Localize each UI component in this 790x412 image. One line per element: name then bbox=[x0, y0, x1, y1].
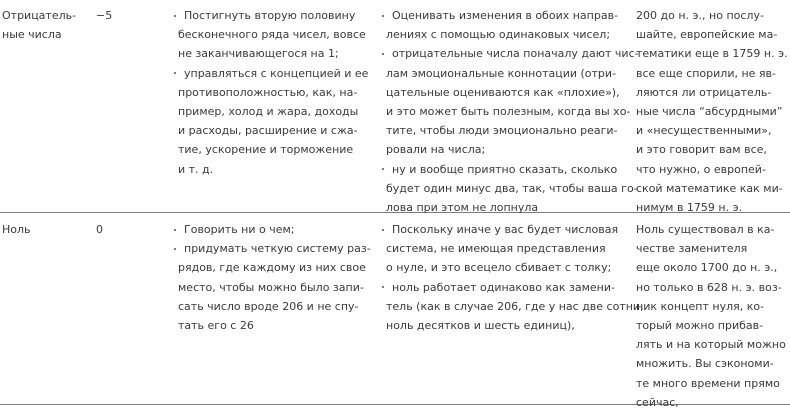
row-value bbox=[96, 6, 112, 25]
bullet-dot bbox=[382, 229, 384, 231]
bullet-dot bbox=[382, 53, 384, 55]
text-line: ну и вообще приятно сказать, сколько bbox=[392, 162, 618, 176]
text-line: все еще спорили, не яв- bbox=[636, 66, 776, 80]
bullet-dot bbox=[382, 15, 384, 17]
cell-what-it-lets-you-do bbox=[178, 6, 368, 179]
cell-why-you-need-it bbox=[386, 6, 639, 217]
bullet-dot bbox=[174, 15, 176, 17]
text-line: и это может быть полезным, когда вы хо- bbox=[386, 104, 631, 118]
text-line: бесконечного ряда чисел, вовсе bbox=[178, 28, 366, 42]
text-line: цательные оцениваются как «плохие»), bbox=[386, 85, 620, 99]
text-line: и «несущественными», bbox=[636, 124, 772, 138]
cell-why-you-need-it bbox=[386, 220, 644, 335]
text-line: система, не имеющая представления bbox=[386, 242, 606, 256]
text-line: тать его с 26 bbox=[178, 318, 254, 332]
text-line: Отрицатель- bbox=[2, 9, 77, 22]
text-line: управляться с концепцией и ее bbox=[184, 66, 369, 80]
text-line: и т. д. bbox=[178, 162, 214, 176]
text-line: лять и на который можно bbox=[636, 338, 786, 352]
text-line: лениях с помощью одинаковых чисел; bbox=[386, 28, 611, 42]
bullet-dot bbox=[174, 248, 176, 250]
text-line: не заканчивающегося на 1; bbox=[178, 47, 339, 61]
text-line: лова при этом не лопнула bbox=[386, 200, 539, 214]
row-label bbox=[2, 6, 76, 44]
cell-history-note bbox=[636, 6, 788, 217]
text-line: Оценивать изменения в обоих направ- bbox=[392, 9, 619, 22]
text-line: придумать четкую систему раз- bbox=[184, 242, 371, 256]
text-line: тематики еще в 1759 н. э. bbox=[636, 47, 788, 61]
text-line: Ноль существовал в ка- bbox=[636, 223, 775, 236]
text-line: торый можно прибав- bbox=[636, 318, 764, 332]
cell-history-note bbox=[636, 220, 786, 412]
text-line: что нужно, о европей- bbox=[636, 162, 766, 176]
text-line: и расходы, расширение и сжа- bbox=[178, 124, 358, 138]
text-line: отрицательные числа поначалу дают чис- bbox=[392, 47, 639, 61]
text-line: рядов, где каждому из них свое bbox=[178, 261, 366, 275]
text-line: Постигнуть вторую половину bbox=[184, 9, 356, 22]
value-text: 0 bbox=[96, 223, 103, 236]
text-line: и это говорит вам все, bbox=[636, 143, 767, 157]
row-value bbox=[96, 220, 103, 239]
text-line: Говорить ни о чем; bbox=[184, 223, 295, 236]
text-line: ноль работает одинаково как замени- bbox=[392, 280, 615, 294]
bullet-dot bbox=[382, 168, 384, 170]
text-line: нимум в 1759 н. э. bbox=[636, 200, 743, 214]
text-line: ровали на числа; bbox=[386, 143, 486, 157]
row-label bbox=[2, 220, 31, 239]
text-line: сать число вроде 206 и не спу- bbox=[178, 299, 359, 313]
text-line: о нуле, и это всецело сбивает с толку; bbox=[386, 261, 612, 275]
text-line: шайте, европейские ма- bbox=[636, 28, 778, 42]
text-line: сейчас, bbox=[636, 395, 679, 409]
text-line: ные числа bbox=[2, 28, 62, 42]
text-line: будет один минус два, так, чтобы ваша го- bbox=[386, 181, 638, 195]
text-line: Ноль bbox=[2, 223, 31, 236]
text-line: еще около 1700 до н. э., bbox=[636, 261, 778, 275]
value-text: −5 bbox=[96, 9, 113, 22]
bullet-dot bbox=[174, 72, 176, 74]
text-line: Поскольку иначе у вас будет числовая bbox=[392, 223, 619, 236]
text-line: ные числа “абсурдными” bbox=[636, 104, 783, 118]
text-line: лам эмоциональные коннотации (отри- bbox=[386, 66, 617, 80]
bullet-dot bbox=[174, 229, 176, 231]
text-line: ноль десятков и шесть единиц), bbox=[386, 318, 575, 332]
text-line: тие, ускорение и торможение bbox=[178, 143, 354, 157]
text-line: честве заменителя bbox=[636, 242, 748, 256]
text-line: те много времени прямо bbox=[636, 376, 780, 390]
cell-what-it-lets-you-do bbox=[178, 220, 371, 335]
text-line: тите, чтобы люди эмоционально реаги- bbox=[386, 124, 618, 138]
text-line: ник концепт нуля, ко- bbox=[636, 299, 765, 313]
bullet-dot bbox=[382, 286, 384, 288]
text-line: ской математике как ми- bbox=[636, 181, 783, 195]
text-line: пример, холод и жара, доходы bbox=[178, 104, 359, 118]
text-line: ляются ли отрицатель- bbox=[636, 85, 772, 99]
text-line: противоположностью, как, на- bbox=[178, 85, 358, 99]
text-line: но только в 628 н. э. воз- bbox=[636, 280, 782, 294]
text-line: 200 до н. э., но послу- bbox=[636, 9, 764, 22]
text-line: тель (как в случае 206, где у нас две сотни, bbox=[386, 299, 644, 313]
text-line: место, чтобы можно было запи- bbox=[178, 280, 364, 294]
text-line: множить. Вы сэкономи- bbox=[636, 357, 774, 371]
